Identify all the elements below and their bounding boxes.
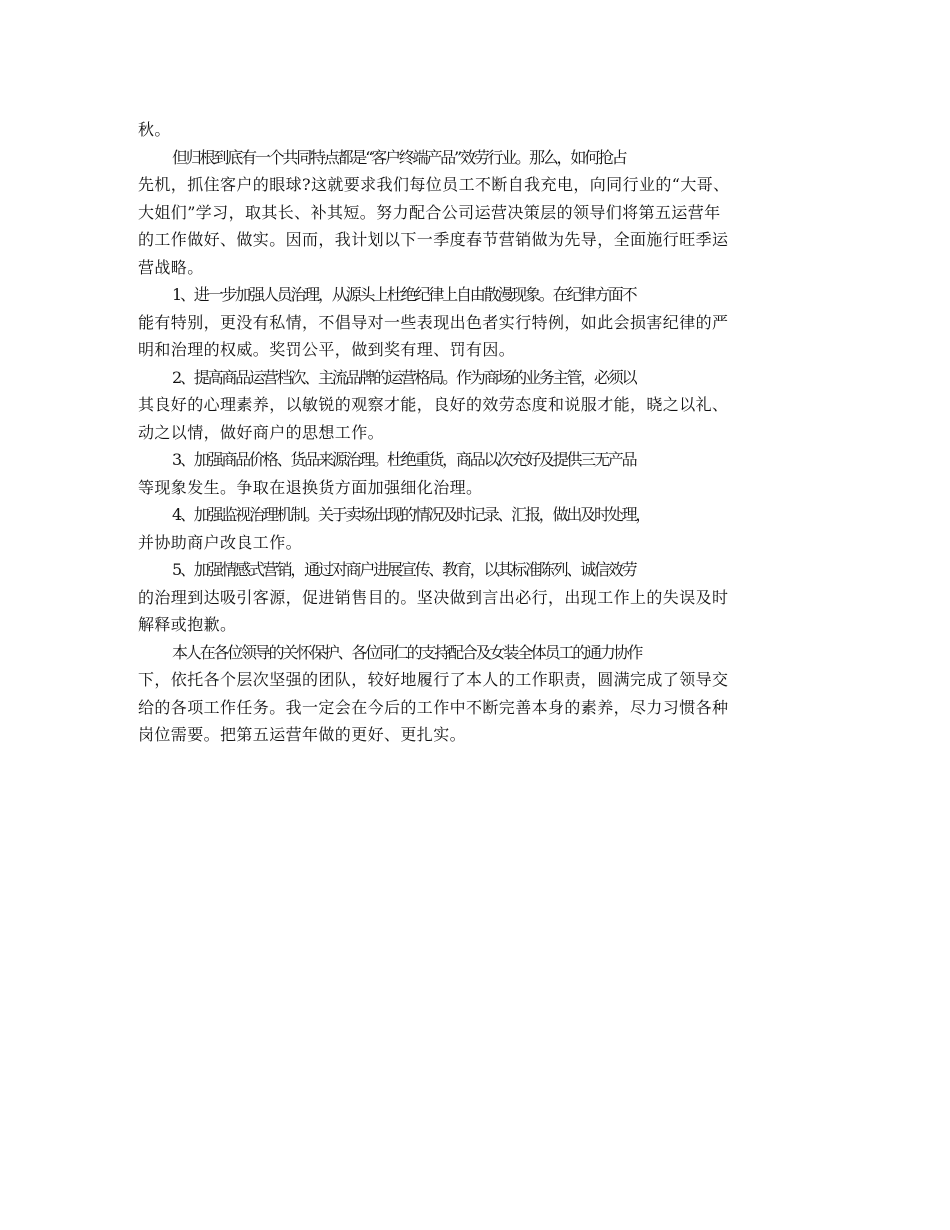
text-line: 等现象发生。争取在退换货方面加强细化治理。 <box>138 477 483 497</box>
text-line: 的治理到达吸引客源，促进销售目的。坚决做到言出必行，出现工作上的失误及时 <box>138 587 729 607</box>
text-line: 秋。 <box>138 120 171 139</box>
text-line: 明和治理的权威。奖罚公平，做到奖有理、罚有因。 <box>138 340 516 359</box>
text-line: 先机，抓住客户的眼球?这就要求我们每位员工不断自我充电，向同行业的“大哥、 <box>138 175 730 194</box>
text-line: 营战略。 <box>138 257 204 277</box>
text-line: 动之以情，做好商户的思想工作。 <box>138 422 385 442</box>
text-line: 其良好的心理素养，以敏锐的观察才能，良好的效劳态度和说服才能，晓之以礼、 <box>138 395 729 414</box>
paragraph-first-line: 2、提高商品运营档次、主流品牌的运营格局。作为商场的业务主管，必须以 <box>172 367 636 387</box>
paragraph-first-line: 1、进一步加强人员治理，从源头上杜绝纪律上自由散漫现象。在纪律方面不 <box>172 285 636 304</box>
paragraph-first-line: 但归根到底有一个共同特点都是“客户终端产品”效劳行业。那么，如何抢占 <box>172 147 626 167</box>
text-line: 给的各项工作任务。我一定会在今后的工作中不断完善本身的素养，尽力习惯各种 <box>138 697 729 717</box>
paragraph-first-line: 本人在各位领导的关怀保护、各位同仁的支持配合及女装全体员工的通力协作 <box>172 642 642 662</box>
text-line: 解释或抱歉。 <box>138 615 237 634</box>
paragraph-first-line: 5、加强情感式营销，通过对商户进展宣传、教育，以其标准陈列、诚信效劳 <box>172 560 636 579</box>
text-line: 的工作做好、做实。因而，我计划以下一季度春节营销做为先导，全面施行旺季运 <box>138 230 729 249</box>
text-line: 下，依托各个层次坚强的团队，较好地履行了本人的工作职责，圆满完成了领导交 <box>138 670 729 689</box>
document-body <box>138 116 814 749</box>
paragraph-first-line: 4、加强监视治理机制。关于卖场出现的情况及时记录、汇报，做出及时处理， <box>172 505 650 524</box>
text-line: 并协助商户改良工作。 <box>138 532 303 552</box>
paragraph-first-line: 3、加强商品价格、货品来源治理。杜绝重货，商品以次充好及提供三无产品 <box>172 450 636 469</box>
text-line: 大姐们”学习，取其长、补其短。努力配合公司运营决策层的领导们将第五运营年 <box>138 202 721 222</box>
text-line: 能有特别，更没有私情，不倡导对一些表现出色者实行特例，如此会损害纪律的严 <box>138 312 729 332</box>
text-line: 岗位需要。把第五运营年做的更好、更扎实。 <box>138 725 467 744</box>
